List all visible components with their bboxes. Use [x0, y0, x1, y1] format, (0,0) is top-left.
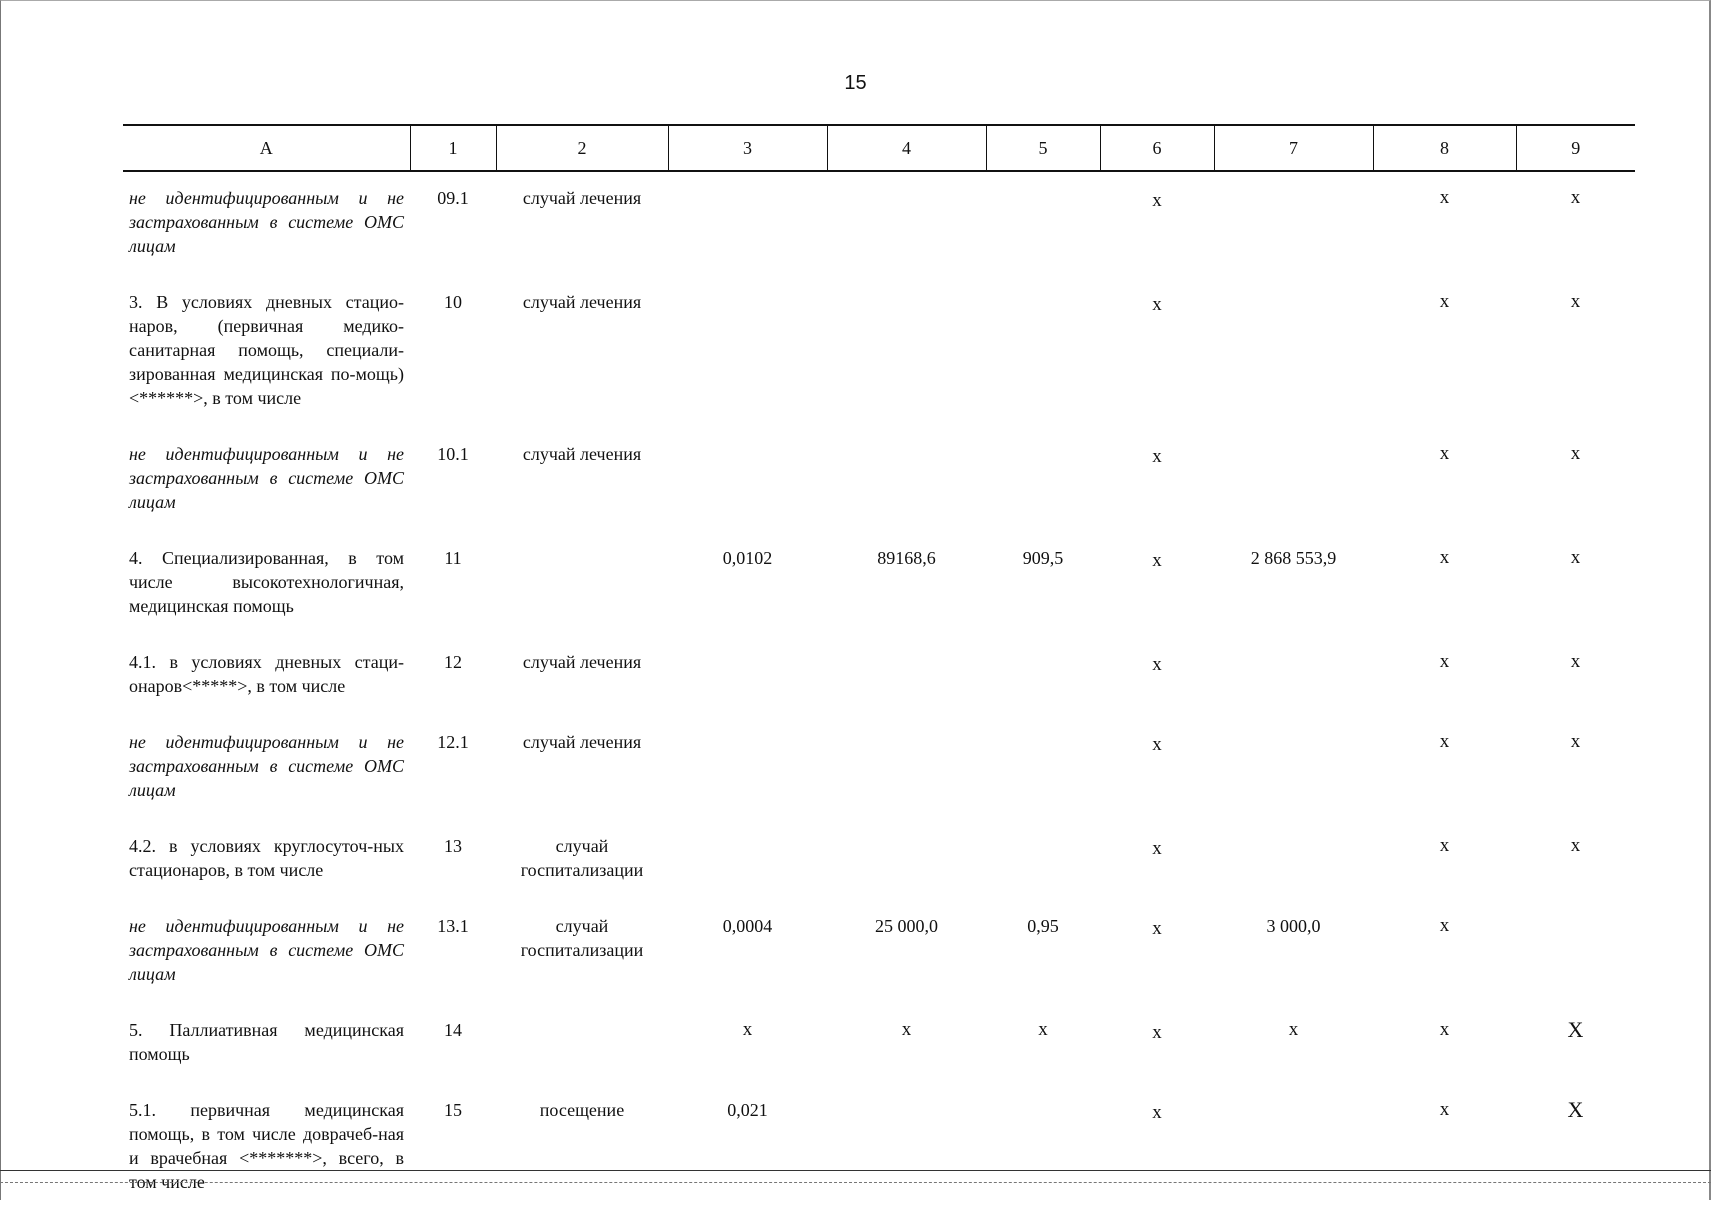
- cell-col-1: 10: [444, 292, 462, 312]
- cell-col-7: [1214, 1084, 1373, 1212]
- cell-col-4: [827, 276, 986, 428]
- cell-col-6: х: [1152, 190, 1162, 211]
- cell-col-2: случай лечения: [522, 652, 642, 672]
- table-body: [123, 171, 1635, 1212]
- cell-col-3: х: [742, 1019, 753, 1040]
- cell-col-8: х: [1439, 915, 1450, 936]
- cell-col-3: [668, 428, 827, 532]
- header-cell-1: 1: [410, 125, 496, 171]
- cell-col-9: х: [1570, 443, 1581, 464]
- header-cell-9: 9: [1516, 125, 1635, 171]
- cell-col-8: х: [1439, 835, 1450, 856]
- row-description: не идентифицированным и не застрахованным в системе ОМС лицам: [129, 444, 404, 512]
- table-row: [123, 1004, 1635, 1084]
- cell-col-5: [986, 428, 1100, 532]
- cell-col-4: [827, 716, 986, 820]
- table-row: [123, 276, 1635, 428]
- cell-col-9: х: [1570, 187, 1581, 208]
- table-row: [123, 716, 1635, 820]
- cell-col-2: случай лечения: [522, 444, 642, 464]
- cell-col-7: [1214, 820, 1373, 900]
- cell-col-4: [827, 1084, 986, 1212]
- cell-col-5: [986, 636, 1100, 716]
- cell-col-3: 0,0102: [722, 548, 773, 568]
- row-description: не идентифицированным и не застрахованным в системе ОМС лицам: [129, 732, 404, 800]
- cell-col-5: [986, 276, 1100, 428]
- cell-col-6: х: [1152, 1102, 1162, 1123]
- row-description: не идентифицированным и не застрахованным в системе ОМС лицам: [129, 916, 404, 984]
- cell-col-5: [986, 1084, 1100, 1212]
- cell-col-7: [1214, 428, 1373, 532]
- cell-col-9: Х: [1567, 1017, 1584, 1042]
- cell-col-9: Х: [1567, 1097, 1584, 1122]
- table-row: [123, 532, 1635, 636]
- cell-col-1: 11: [444, 548, 462, 568]
- cell-col-9: х: [1570, 731, 1581, 752]
- table-row: [123, 820, 1635, 900]
- cell-col-9: х: [1570, 291, 1581, 312]
- cell-col-3: [668, 276, 827, 428]
- cell-col-9: х: [1570, 835, 1581, 856]
- cell-col-2: случай госпитализации: [520, 836, 644, 880]
- cell-col-8: х: [1439, 651, 1450, 672]
- cell-col-5: [986, 820, 1100, 900]
- cell-col-6: х: [1152, 734, 1162, 755]
- cell-col-8: х: [1439, 443, 1450, 464]
- cell-col-3: [668, 171, 827, 276]
- cell-col-4: х: [901, 1019, 912, 1040]
- cell-col-2: [496, 532, 668, 636]
- cell-col-6: х: [1152, 294, 1162, 315]
- cell-col-4: [827, 428, 986, 532]
- cell-col-7: [1214, 171, 1373, 276]
- cell-col-2: [496, 1004, 668, 1084]
- cell-col-3: [668, 716, 827, 820]
- table-row: [123, 428, 1635, 532]
- page-number: 15: [844, 72, 867, 94]
- row-description: 4.1. в условиях дневных стаци-онаров<*****>, в том числе: [129, 652, 404, 696]
- cell-col-4: [827, 171, 986, 276]
- header-row: [123, 125, 1635, 171]
- cell-col-7: 2 868 553,9: [1250, 548, 1337, 568]
- header-cell-6: 6: [1100, 125, 1214, 171]
- cell-col-3: [668, 820, 827, 900]
- table-row: [123, 171, 1635, 276]
- cell-col-9: х: [1570, 547, 1581, 568]
- cell-col-4: [827, 636, 986, 716]
- cell-col-8: х: [1439, 187, 1450, 208]
- cell-col-1: 14: [444, 1020, 462, 1040]
- cell-col-1: 13.1: [437, 916, 469, 936]
- table-row: [123, 636, 1635, 716]
- cell-col-6: х: [1152, 446, 1162, 467]
- scan-edge-line: [0, 1170, 1711, 1171]
- cell-col-2: случай лечения: [522, 188, 642, 208]
- cell-col-6: х: [1152, 1022, 1162, 1043]
- row-description: 5.1. первичная медицинская помощь, в том числе доврачеб-ная и врачебная <*******>, всего, в том числе: [129, 1100, 404, 1192]
- cell-col-5: 0,95: [1027, 916, 1059, 936]
- cell-col-7: [1214, 276, 1373, 428]
- cell-col-2: случай госпитализации: [520, 916, 644, 960]
- cell-col-1: 15: [444, 1100, 462, 1120]
- cell-col-6: х: [1152, 838, 1162, 859]
- cell-col-2: посещение: [539, 1100, 625, 1120]
- table-row: [123, 1084, 1635, 1212]
- cell-col-9: х: [1570, 651, 1581, 672]
- cell-col-8: х: [1439, 1019, 1450, 1040]
- table-row: [123, 900, 1635, 1004]
- cell-col-7: х: [1288, 1019, 1299, 1040]
- cell-col-1: 12.1: [437, 732, 469, 752]
- header-cell-5: 5: [986, 125, 1100, 171]
- cell-col-3: 0,0004: [722, 916, 773, 936]
- cell-col-5: 909,5: [1022, 548, 1064, 568]
- cell-col-8: х: [1439, 547, 1450, 568]
- scan-edge-line-dashed: [0, 1182, 1711, 1183]
- header-cell-8: 8: [1373, 125, 1516, 171]
- cell-col-7: 3 000,0: [1266, 916, 1321, 936]
- cell-col-6: х: [1152, 918, 1162, 939]
- row-description: не идентифицированным и не застрахованным в системе ОМС лицам: [129, 188, 404, 256]
- cell-col-1: 13: [444, 836, 462, 856]
- data-table: [123, 124, 1635, 1212]
- row-description: 4.2. в условиях круглосуточ-ных стационаров, в том числе: [129, 836, 404, 880]
- cell-col-1: 12: [444, 652, 462, 672]
- header-cell-4: 4: [827, 125, 986, 171]
- row-description: 4. Специализированная, в том числе высокотехнологичная, медицинская помощь: [129, 548, 404, 616]
- row-description: 5. Паллиативная медицинская помощь: [129, 1020, 404, 1064]
- header-cell-a: А: [123, 125, 410, 171]
- cell-col-5: [986, 716, 1100, 820]
- header-cell-3: 3: [668, 125, 827, 171]
- cell-col-4: 89168,6: [877, 548, 936, 568]
- cell-col-5: [986, 171, 1100, 276]
- cell-col-8: х: [1439, 291, 1450, 312]
- cell-col-9: [1516, 900, 1635, 1004]
- cell-col-3: [668, 636, 827, 716]
- cell-col-2: случай лечения: [522, 732, 642, 752]
- cell-col-5: х: [1038, 1019, 1048, 1040]
- cell-col-3: 0,021: [727, 1100, 768, 1120]
- cell-col-8: х: [1439, 1099, 1450, 1120]
- cell-col-1: 10.1: [437, 444, 469, 464]
- cell-col-2: случай лечения: [522, 292, 642, 312]
- cell-col-8: х: [1439, 731, 1450, 752]
- cell-col-7: [1214, 716, 1373, 820]
- cell-col-7: [1214, 636, 1373, 716]
- row-description: 3. В условиях дневных стацио-наров, (первичная медико-санитарная помощь, специали-зированная медицинская по-мощь) <******>, в том числе: [129, 292, 404, 408]
- cell-col-4: 25 000,0: [875, 916, 938, 936]
- cell-col-1: 09.1: [437, 188, 469, 208]
- cell-col-6: х: [1152, 654, 1162, 675]
- header-cell-2: 2: [496, 125, 668, 171]
- header-cell-7: 7: [1214, 125, 1373, 171]
- cell-col-6: х: [1152, 550, 1162, 571]
- cell-col-4: [827, 820, 986, 900]
